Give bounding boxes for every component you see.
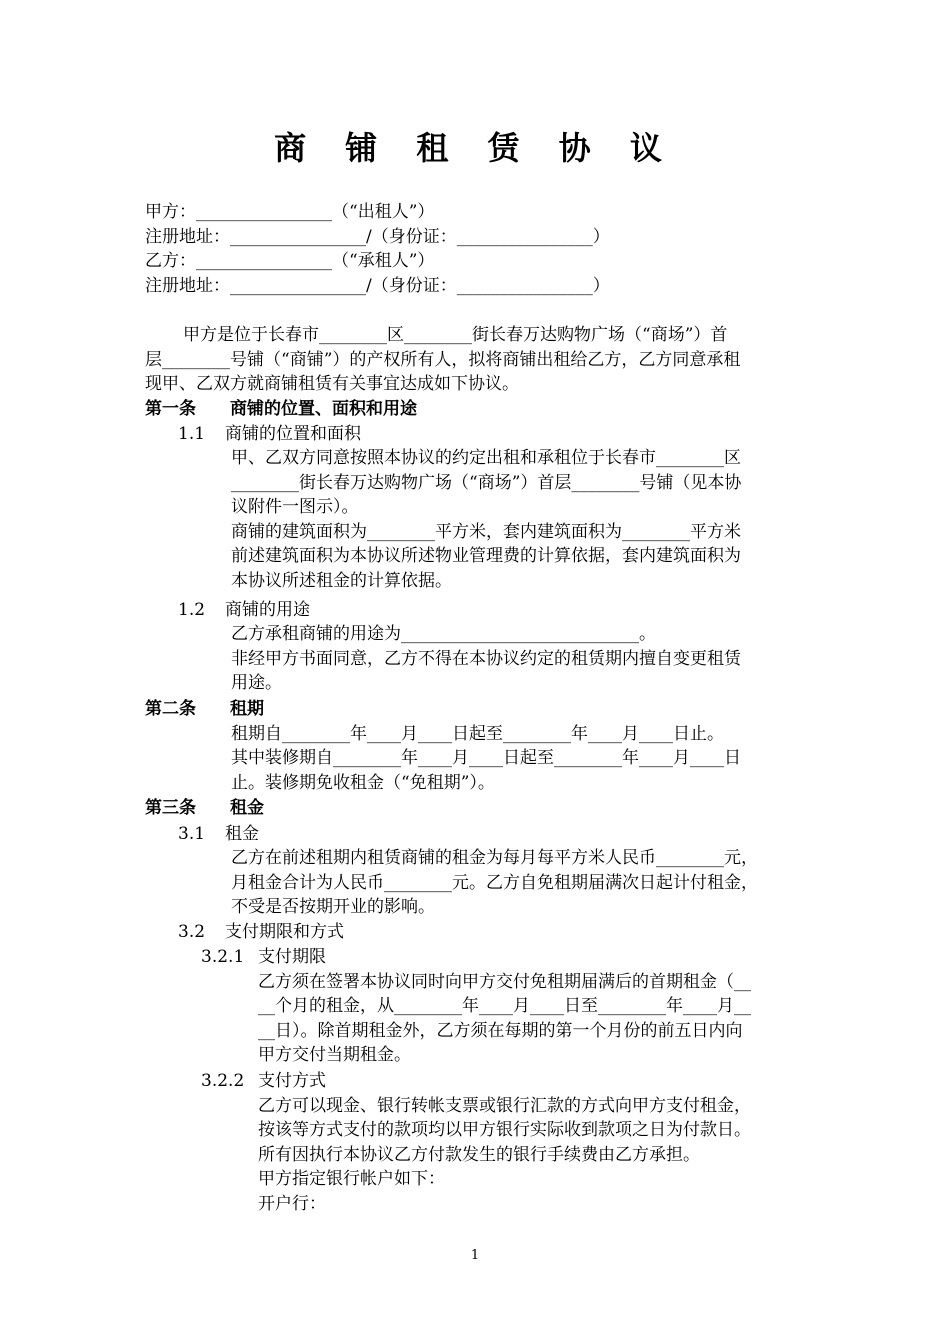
section-3-2-1-line: __个月的租金，从________年____月____日至________年____月__ [258, 996, 751, 1016]
section-1-2-line: 用途。 [231, 673, 282, 693]
party-b-address-line: 注册地址：________________/（身份证：________________） [145, 276, 610, 296]
section-1-1-number: 1.1 [178, 424, 206, 444]
article-2-line: 止。装修期免收租金（“免租期”）。 [231, 773, 495, 793]
section-1-1-line: 商铺的建筑面积为________平方米，套内建筑面积为________平方米 [231, 522, 741, 542]
section-1-1-line: 甲、乙双方同意按照本协议的约定出租和承租位于长春市________区 [231, 448, 741, 468]
preamble-line: 层________号铺（“商铺”）的产权所有人，拟将商铺出租给乙方，乙方同意承租 [145, 350, 741, 370]
section-1-1-line: 议附件一图示）。 [231, 497, 359, 517]
section-1-1-line: 前述建筑面积为本协议所述物业管理费的计算依据，套内建筑面积为 [231, 546, 741, 566]
section-3-2-2-line: 按该等方式支付的款项均以甲方银行实际收到款项之日为付款日。 [258, 1120, 751, 1140]
section-3-2-2-line: 所有因执行本协议乙方付款发生的银行手续费由乙方承担。 [258, 1145, 700, 1165]
section-3-2-1-line: 乙方须在签署本协议同时向甲方交付免租期届满后的首期租金（__ [258, 972, 751, 992]
section-3-2-1-line: __日）。除首期租金外，乙方须在每期的第一个月份的前五日内向 [258, 1021, 743, 1041]
section-3-2-number: 3.2 [178, 922, 206, 942]
section-3-1-line: 月租金合计为人民币________元。乙方自免租期届满次日起计付租金， [231, 873, 758, 893]
party-a-address-line: 注册地址：________________/（身份证：________________） [145, 227, 610, 247]
section-1-2-number: 1.2 [178, 600, 206, 620]
article-2-line: 其中装修期自________年____月____日起至________年____月____日 [231, 748, 741, 768]
section-1-1-line: 本协议所述租金的计算依据。 [231, 571, 452, 591]
article-1-title: 商铺的位置、面积和用途 [230, 399, 417, 419]
preamble-line: 现甲、乙双方就商铺租赁有关事宜达成如下协议。 [145, 374, 519, 394]
preamble-line: 甲方是位于长春市________区________街长春万达购物广场（“商场”）首 [183, 325, 728, 345]
article-2-label: 第二条 [145, 699, 196, 719]
article-3-label: 第三条 [145, 798, 196, 818]
section-3-2-1-number: 3.2.1 [201, 947, 245, 967]
page-number: 1 [470, 1248, 480, 1263]
party-b-line: 乙方：________________（“承租人”） [145, 251, 435, 271]
section-3-2-title: 支付期限和方式 [225, 922, 344, 942]
section-1-2-line: 非经甲方书面同意，乙方不得在本协议约定的租赁期内擅自变更租赁 [231, 649, 741, 669]
section-3-1-number: 3.1 [178, 824, 206, 844]
section-1-1-title: 商铺的位置和面积 [225, 424, 361, 444]
document-title: 商 铺 租 赁 协 议 [274, 129, 676, 167]
section-3-1-line: 不受是否按期开业的影响。 [231, 897, 435, 917]
section-3-2-2-line: 乙方可以现金、银行转帐支票或银行汇款的方式向甲方支付租金， [258, 1096, 751, 1116]
section-3-2-1-line: 甲方交付当期租金。 [258, 1045, 411, 1065]
section-3-1-title: 租金 [225, 824, 259, 844]
section-3-2-2-number: 3.2.2 [201, 1071, 245, 1091]
article-2-line: 租期自________年____月____日起至________年____月____日止。 [231, 724, 724, 744]
section-3-2-2-line: 开户行： [258, 1194, 326, 1214]
section-1-2-title: 商铺的用途 [225, 600, 310, 620]
section-1-1-line: ________街长春万达购物广场（“商场”）首层________号铺（见本协 [231, 473, 742, 493]
article-1-label: 第一条 [145, 399, 196, 419]
section-3-2-2-title: 支付方式 [258, 1071, 326, 1091]
section-3-2-2-line: 甲方指定银行帐户如下： [258, 1169, 445, 1189]
section-3-1-line: 乙方在前述租期内租赁商铺的租金为每月每平方米人民币________元， [231, 848, 758, 868]
article-2-title: 租期 [230, 699, 264, 719]
section-3-2-1-title: 支付期限 [258, 947, 326, 967]
section-1-2-line: 乙方承租商铺的用途为____________________________。 [231, 624, 656, 644]
article-3-title: 租金 [230, 798, 264, 818]
party-a-line: 甲方：________________（“出租人”） [145, 202, 435, 222]
